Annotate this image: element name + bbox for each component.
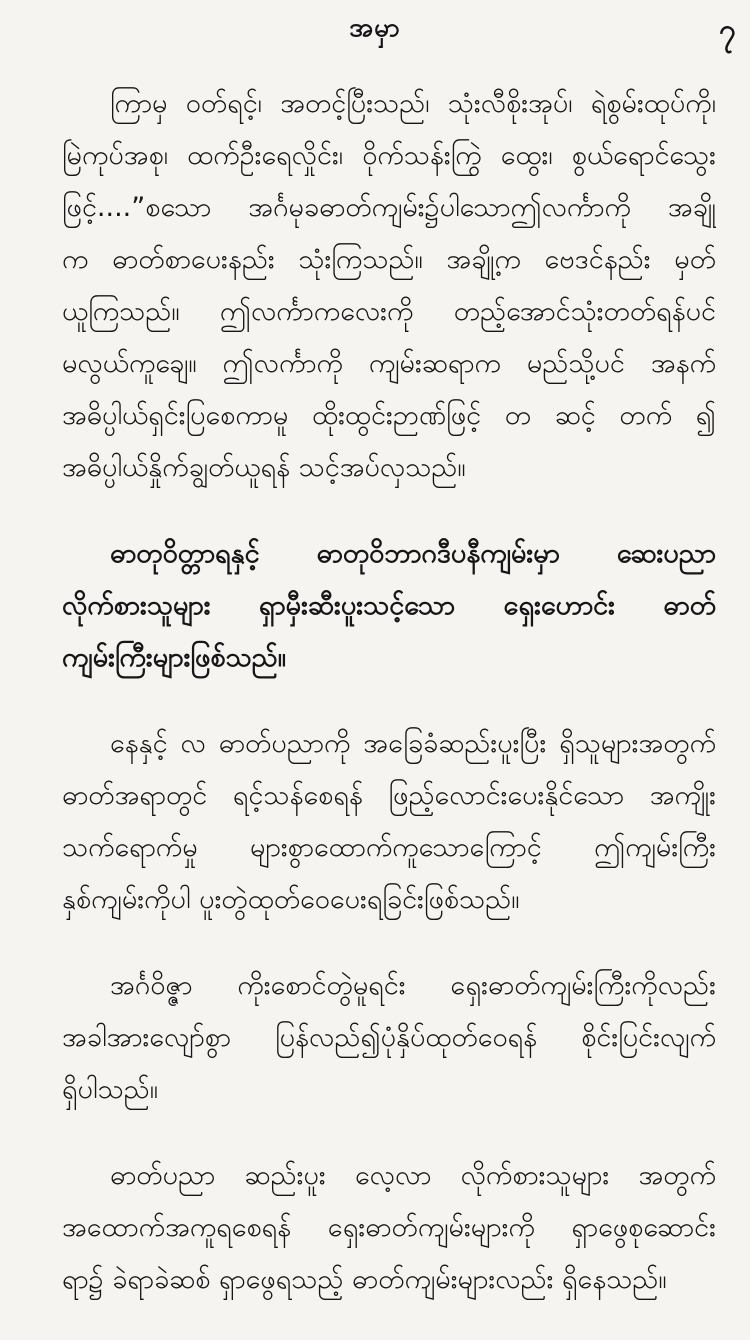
text-line: မြဲကုပ်အစု၊ ထက်ဦးရေလှိုင်း၊ ဝိုက်သန်းကြွဲ ထွေး၊ စွယ်ရောင်သွေး xyxy=(62,140,716,171)
text-line: ဖြင့်....”စသော အင်္ဂမုခဓာတ်ကျမ်း၌ပါသောဤလင်္ကာကို အချို့ xyxy=(62,192,716,223)
text-line: ဓာတ်အရာတွင် ရင့်သန်စေရန် ဖြည့်လောင်းပေးနိုင်သော အကျိုး xyxy=(62,780,716,811)
text-line: ယူကြသည်။ ဤလင်္ကာကလေးကို တည့်အောင်သုံးတတ်ရန်ပင် xyxy=(62,296,716,327)
text-line: လိုက်စားသူများ ရှာမှီးဆီးပူးသင့်သော ရှေးဟောင်း ဓာတ် xyxy=(62,590,716,621)
paragraph xyxy=(62,960,716,1116)
text-line: က ဓာတ်စာပေးနည်း သုံးကြသည်။ အချို့က ဗေဒင်နည်း မှတ် xyxy=(62,244,716,275)
text-line: အဓိပ္ပါယ်နှိုက်ချွတ်ယူရန် သင့်အပ်လှသည်။ xyxy=(62,452,466,483)
text-line: ကျမ်းကြီးများဖြစ်သည်။ xyxy=(62,642,286,673)
paragraph xyxy=(62,78,716,494)
text-line: ဓာတုဝိတ္တာရနှင့် ဓာတုဝိဘာဂဒီပနီကျမ်းမှာ ဆေးပညာ xyxy=(110,538,716,569)
running-title: အမှာ xyxy=(349,13,401,43)
text-line: အဓိပ္ပါယ်ရှင်းပြစေကာမူ ထိုးထွင်းဉာဏ်ဖြင့် တ ဆင့် တက် ၍ xyxy=(62,400,716,431)
text-line: မလွယ်ကူချေ။ ဤလင်္ကာကို ကျမ်းဆရာက မည်သို့ပင် အနက် xyxy=(62,348,716,379)
text-line: ရှိပါသည်။ xyxy=(62,1074,158,1105)
page-number: ၇ xyxy=(719,13,736,48)
text-line: အထောက်အကူရစေရန် ရှေးဓာတ်ကျမ်းများကို ရှာဖွေစုဆောင်း xyxy=(62,1212,716,1243)
text-line: ရာ၌ ခဲရာခဲဆစ် ရှာဖွေရသည့် ဓာတ်ကျမ်းများလည်း ရှိနေသည်။ xyxy=(62,1264,667,1295)
page-header xyxy=(0,6,750,48)
paragraph xyxy=(62,1150,716,1306)
text-line: ကြာမှ ဝတ်ရင့်၊ အတင့်ပြီးသည်၊ သုံးလီစိုးအုပ်၊ ရဲစွမ်းထုပ်ကို၊ xyxy=(110,88,716,119)
text-line: ဓာတ်ပညာ ဆည်းပူး လေ့လာ လိုက်စားသူများ အတွက် xyxy=(110,1160,716,1191)
text-line: သက်ရောက်မှု များစွာထောက်ကူသောကြောင့် ဤကျမ်းကြီး xyxy=(62,832,716,863)
text-line: နေနှင့် လ ဓာတ်ပညာကို အခြေခံဆည်းပူးပြီး ရှိသူများအတွက် xyxy=(110,728,716,759)
body-text xyxy=(62,78,716,1340)
text-line: နှစ်ကျမ်းကိုပါ ပူးတွဲထုတ်ဝေပေးရခြင်းဖြစ်သည်။ xyxy=(62,884,520,915)
paragraph xyxy=(62,528,716,684)
text-line: အင်္ဂဝိဇ္ဇာ ကိုးစောင်တွဲမူရင်း ရှေးဓာတ်ကျမ်းကြီးကိုလည်း xyxy=(110,970,716,1001)
paragraph xyxy=(62,718,716,926)
text-line: အခါအားလျော်စွာ ပြန်လည်၍ပုံနှိပ်ထုတ်ဝေရန် စိုင်းပြင်းလျက် xyxy=(62,1022,716,1053)
